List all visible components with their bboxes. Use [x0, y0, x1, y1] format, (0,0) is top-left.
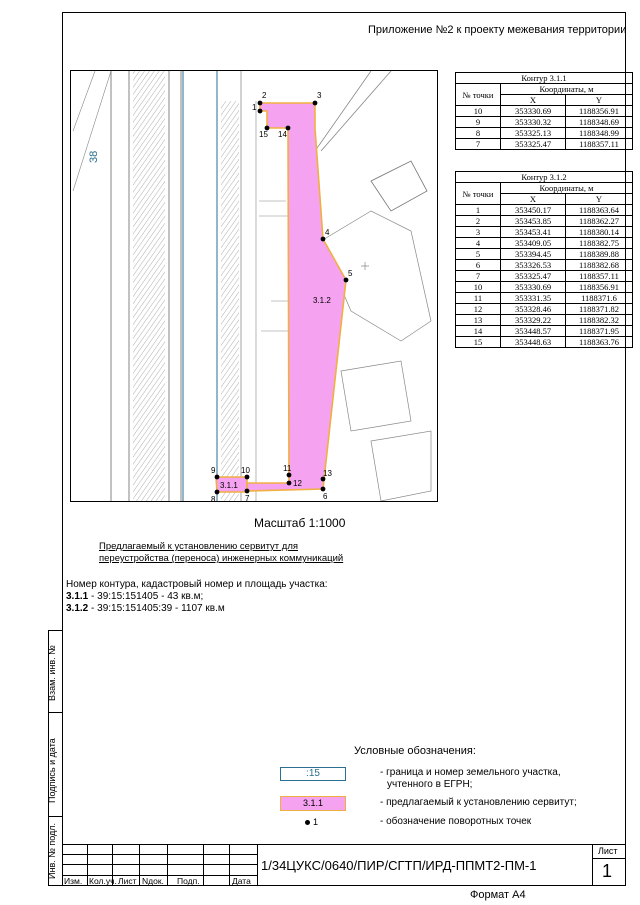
cell-x: 353448.57 — [501, 326, 566, 337]
turning-point-label: 3 — [317, 91, 322, 100]
cell-y: 1188356.91 — [566, 106, 633, 117]
turning-point-label: 7 — [245, 494, 250, 502]
map-contour-label-3-1-1: 3.1.1 — [220, 481, 238, 490]
turning-point-marker — [287, 481, 292, 486]
side-stamp — [48, 630, 62, 886]
table-row — [456, 205, 633, 216]
cell-point: 5 — [456, 249, 501, 260]
table-contour-1 — [455, 72, 633, 150]
cell-y: 1188363.64 — [566, 205, 633, 216]
cell-y: 1188362.27 — [566, 216, 633, 227]
parcel-row-1 — [66, 591, 203, 602]
cell-x: 353394.45 — [501, 249, 566, 260]
table-row — [456, 293, 633, 304]
turning-point-marker — [258, 101, 263, 106]
cell-y: 1188371.6 — [566, 293, 633, 304]
cell-point: 12 — [456, 304, 501, 315]
cell-y: 1188348.99 — [566, 128, 633, 139]
cell-y: 1188356.91 — [566, 282, 633, 293]
cell-x: 353329.22 — [501, 315, 566, 326]
cell-x: 353328.46 — [501, 304, 566, 315]
col-point-header: № точки — [456, 183, 501, 205]
cell-y: 1188357.11 — [566, 139, 633, 150]
cell-point: 3 — [456, 227, 501, 238]
point-dot-icon — [305, 820, 310, 825]
turning-point-label: 9 — [211, 466, 216, 475]
col-x-header: X — [501, 95, 566, 106]
map-svg — [71, 71, 438, 502]
legend-parcel-symbol: :15 — [280, 767, 346, 781]
cell-y: 1188348.69 — [566, 117, 633, 128]
table-row — [456, 238, 633, 249]
legend-parcel-text2: учтенного в ЕГРН; — [387, 779, 473, 790]
cell-point: 8 — [456, 128, 501, 139]
turning-point-marker — [287, 473, 292, 478]
legend-point-text: - обозначение поворотных точек — [380, 816, 532, 827]
table-row — [456, 139, 633, 150]
cell-point: 4 — [456, 238, 501, 249]
parcel-info: - 39:15:151405 - 43 кв.м; — [88, 591, 204, 602]
parcel-id: 3.1.2 — [66, 603, 89, 614]
legend-servitude-text: - предлагаемый к установлению сервитут; — [380, 797, 577, 808]
parcel-id: 3.1.1 — [66, 591, 89, 602]
rail-hatch-strip — [133, 71, 165, 502]
turning-point-label: 10 — [241, 466, 250, 475]
stamp-col-podp: Подп. — [177, 876, 200, 886]
turning-point-marker — [245, 489, 250, 494]
cell-x: 353330.32 — [501, 117, 566, 128]
turning-point-label: 12 — [293, 479, 302, 488]
cell-point: 2 — [456, 216, 501, 227]
cell-y: 1188382.75 — [566, 238, 633, 249]
cell-x: 353453.41 — [501, 227, 566, 238]
turning-point-marker — [258, 109, 263, 114]
cell-point: 9 — [456, 117, 501, 128]
table-row — [456, 271, 633, 282]
map-contour-label-3-1-2: 3.1.2 — [313, 296, 331, 305]
cell-x: 353450.17 — [501, 205, 566, 216]
cell-point: 7 — [456, 139, 501, 150]
turning-point-marker — [321, 487, 326, 492]
legend-title: Условные обозначения: — [354, 745, 476, 757]
table-row — [456, 315, 633, 326]
table-caption: Контур 3.1.1 — [456, 73, 633, 84]
parcel-info: - 39:15:151405:39 - 1107 кв.м — [88, 603, 225, 614]
map-street-label: 38 — [88, 150, 100, 163]
legend-servitude-symbol: 3.1.1 — [280, 796, 346, 811]
col-y-header: Y — [566, 194, 633, 205]
cell-x: 353331.35 — [501, 293, 566, 304]
turning-point-marker — [313, 101, 318, 106]
cell-x: 353409.05 — [501, 238, 566, 249]
cell-y: 1188380.14 — [566, 227, 633, 238]
turning-point-label: 1 — [252, 103, 257, 112]
cell-y: 1188357.11 — [566, 271, 633, 282]
legend-point-symbol — [305, 817, 318, 827]
cell-point: 14 — [456, 326, 501, 337]
turning-point-marker — [344, 278, 349, 283]
table-contour-2 — [455, 171, 633, 348]
cell-x: 353325.47 — [501, 271, 566, 282]
turning-point-label: 15 — [259, 130, 268, 139]
side-stamp-inv-label: Инв. № подл. — [47, 822, 57, 879]
cell-point: 10 — [456, 106, 501, 117]
table-row — [456, 260, 633, 271]
col-point-header: № точки — [456, 84, 501, 106]
cell-x: 353326.53 — [501, 260, 566, 271]
side-stamp-podpis-label: Подпись и дата — [47, 738, 57, 803]
cell-y: 1188382.32 — [566, 315, 633, 326]
col-y-header: Y — [566, 95, 633, 106]
col-coords-header: Координаты, м — [501, 183, 633, 194]
doc-code: 1/34ЦУКС/0640/ПИР/СГТП/ИРД-ППМТ2-ПМ-1 — [261, 858, 537, 873]
turning-point-label: 11 — [283, 464, 292, 473]
turning-point-marker — [215, 475, 220, 480]
legend-point-number: 1 — [313, 817, 319, 827]
servitude-note-line2: переустройства (переноса) инженерных коммуникаций — [99, 553, 344, 564]
cell-x: 353448.63 — [501, 337, 566, 348]
servitude-note-line1: Предлагаемый к установлению сервитут для — [99, 541, 299, 552]
stamp-col-data: Дата — [232, 876, 251, 886]
sheet-label: Лист — [598, 846, 618, 856]
cell-point: 10 — [456, 282, 501, 293]
table-row — [456, 337, 633, 348]
parcels-intro: Номер контура, кадастровый номер и площадь участка: — [66, 579, 328, 590]
page-title: Приложение №2 к проекту межевания территории — [368, 24, 627, 36]
table-row — [456, 282, 633, 293]
stamp-col-ndok: Nдок. — [142, 876, 164, 886]
col-coords-header: Координаты, м — [501, 84, 633, 95]
cell-x: 353330.69 — [501, 282, 566, 293]
cell-y: 1188382.68 — [566, 260, 633, 271]
cell-point: 6 — [456, 260, 501, 271]
col-x-header: X — [501, 194, 566, 205]
turning-point-label: 14 — [278, 130, 287, 139]
turning-point-marker — [215, 490, 220, 495]
cell-x: 353325.47 — [501, 139, 566, 150]
cell-x: 353330.69 — [501, 106, 566, 117]
cell-y: 1188371.82 — [566, 304, 633, 315]
side-stamp-vzam — [49, 631, 62, 713]
turning-point-label: 8 — [211, 495, 216, 502]
cell-point: 11 — [456, 293, 501, 304]
cell-point: 1 — [456, 205, 501, 216]
table-row — [456, 227, 633, 238]
cell-y: 1188371.95 — [566, 326, 633, 337]
format-label: Формат А4 — [470, 889, 526, 901]
legend-parcel-text1: - граница и номер земельного участка, — [380, 767, 561, 778]
table-caption: Контур 3.1.2 — [456, 172, 633, 183]
turning-point-marker — [245, 475, 250, 480]
cell-point: 15 — [456, 337, 501, 348]
cell-point: 7 — [456, 271, 501, 282]
servitude-polygon-3-1-2 — [247, 103, 346, 491]
table-row — [456, 128, 633, 139]
cadastral-map — [70, 70, 438, 502]
stamp-col-izm: Изм. — [64, 876, 83, 886]
turning-point-marker — [321, 237, 326, 242]
side-stamp-inv — [49, 817, 62, 886]
table-row — [456, 326, 633, 337]
turning-point-label: 4 — [325, 228, 330, 237]
cell-y: 1188389.88 — [566, 249, 633, 260]
table-row — [456, 106, 633, 117]
cell-x: 353325.13 — [501, 128, 566, 139]
stamp-col-kolvo: Кол.уч. — [89, 876, 117, 886]
cell-x: 353453.85 — [501, 216, 566, 227]
sheet-number: 1 — [602, 861, 613, 881]
turning-point-label: 2 — [262, 91, 267, 100]
table-row — [456, 304, 633, 315]
map-scale: Масштаб 1:1000 — [254, 516, 346, 530]
turning-point-label: 6 — [323, 492, 328, 501]
table-row — [456, 216, 633, 227]
turning-point-label: 5 — [348, 269, 353, 278]
stamp-col-list: Лист — [118, 876, 137, 886]
turning-point-label: 13 — [323, 469, 332, 478]
side-stamp-podpis — [49, 713, 62, 817]
table-row — [456, 249, 633, 260]
cell-point: 13 — [456, 315, 501, 326]
cell-y: 1188363.76 — [566, 337, 633, 348]
hatch-strip-2 — [221, 101, 239, 501]
side-stamp-vzam-label: Взам. инв. № — [47, 645, 57, 701]
parcel-row-2 — [66, 603, 225, 614]
title-block — [62, 844, 626, 886]
table-row — [456, 117, 633, 128]
